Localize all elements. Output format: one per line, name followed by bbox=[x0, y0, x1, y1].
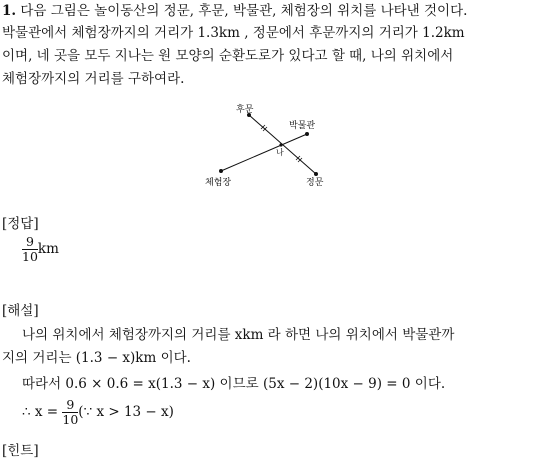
answer-value bbox=[22, 234, 59, 264]
question-number: 1. bbox=[2, 3, 17, 19]
point-me bbox=[279, 143, 282, 146]
solution-line-4-prefix: ∴ x = bbox=[22, 404, 63, 420]
answer-fraction-denominator: 10 bbox=[22, 249, 38, 264]
solution-line-4-suffix: (∵ x > 13 − x) bbox=[78, 404, 174, 420]
solution-line-2: 지의 거리는 (1.3 − x)km 이다. bbox=[2, 350, 191, 366]
question-text-1: 다음 그림은 놀이동산의 정문, 후문, 박물관, 체험장의 위치를 나타낸 것이다. bbox=[20, 3, 468, 19]
label-experience: 체험장 bbox=[205, 178, 232, 188]
solution-header: [해설] bbox=[2, 303, 39, 319]
question-line-3: 이며, 네 곳을 모두 지나는 원 모양의 순환도로가 있다고 할 때, 나의 위치에서 bbox=[2, 48, 454, 64]
answer-fraction-numerator: 9 bbox=[22, 235, 38, 250]
point-museum bbox=[305, 132, 309, 136]
question-line-4: 체험장까지의 거리를 구하여라. bbox=[2, 71, 185, 87]
answer-unit: km bbox=[37, 241, 59, 257]
answer-fraction bbox=[22, 235, 38, 264]
chord-experience-to-museum bbox=[221, 134, 307, 171]
label-museum: 박물관 bbox=[289, 121, 316, 131]
solution-line-4 bbox=[22, 396, 174, 428]
point-main-gate bbox=[314, 172, 318, 176]
solution-line-3: 따라서 0.6 × 0.6 = x(1.3 − x) 이므로 (5x − 2)(10x − 9) = 0 이다. bbox=[22, 376, 446, 392]
label-back-gate: 후문 bbox=[236, 105, 254, 115]
answer-header: [정답] bbox=[2, 216, 39, 232]
solution-line-1: 나의 위치에서 체험장까지의 거리를 xkm 라 하면 나의 위치에서 박물관까 bbox=[22, 327, 455, 343]
label-main-gate: 정문 bbox=[306, 178, 324, 188]
solution-fraction-numerator: 9 bbox=[62, 398, 78, 413]
solution-fraction-denominator: 10 bbox=[62, 412, 79, 427]
label-me: 나 bbox=[276, 148, 284, 157]
solution-fraction bbox=[62, 398, 78, 427]
point-experience bbox=[219, 169, 223, 173]
hint-header: [힌트] bbox=[2, 443, 39, 459]
question-line-2: 박물관에서 체험장까지의 거리가 1.3km , 정문에서 후문까지의 거리가 1.2km bbox=[2, 25, 465, 41]
